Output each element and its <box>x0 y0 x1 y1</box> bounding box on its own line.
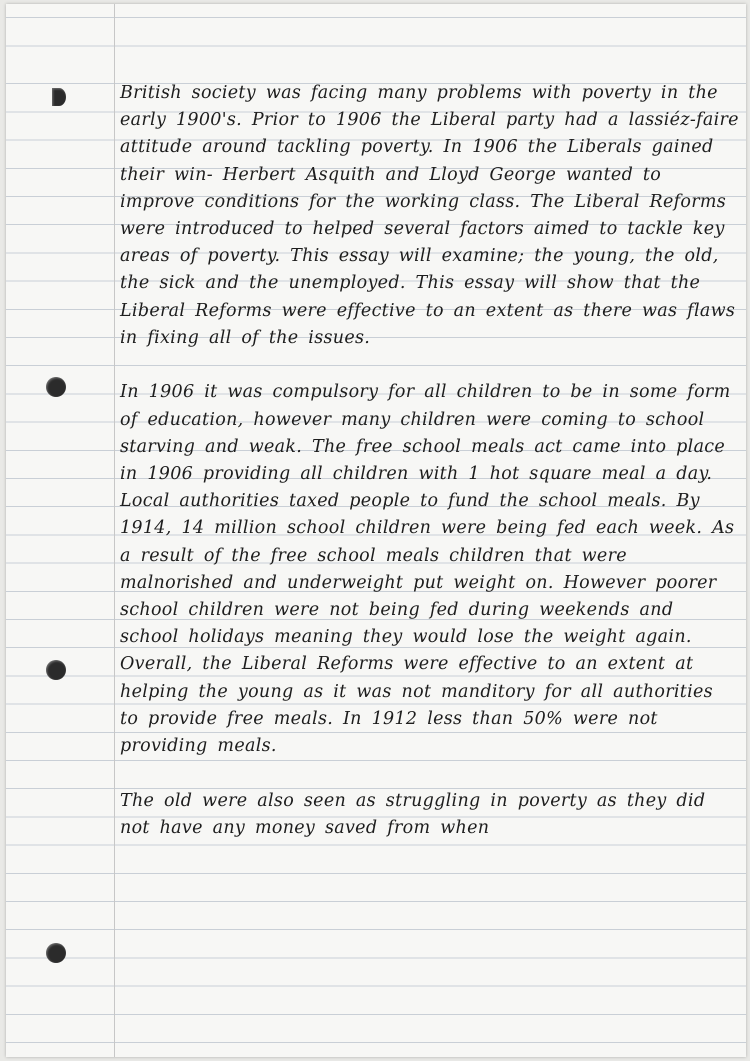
essay-paragraph-intro: British society was facing many problems with poverty in the early 1900's. Prior to 1906 the Liberal party had a lassiéz-faire attitude around tackling poverty. In 1906 the Liberals gained their win- Herbert Asquith and Lloyd George wanted to improve conditions for the working class. The Liberal Reforms were introduced to helped several factors aimed to tackle key areas of poverty. This essay will examine; the young, the old, the sick and the unemployed. This essay will show that the Liberal Reforms were effective to an extent as there was flaws in fixing all of the issues. <box>120 83 739 348</box>
essay-text <box>120 80 740 842</box>
margin-line <box>114 4 115 1057</box>
essay-paragraph-young: In 1906 it was compulsory for all children to be in some form of education, however many children were coming to school starving and weak. The free school meals act came into place in 1906 providing all children with 1 hot square meal a day. Local authorities taxed people to fund the school meals. By 1914, 14 million school children were being fed each week. As a result of the free school meals children that were malnorished and underweight put weight on. However poorer school children were not being fed during weekends and school holidays meaning they would lose the weight again. Overall, the Liberal Reforms were effective to an extent at helping the young as it was not manditory for all authorities to provide free meals. In 1912 less than 50% were not providing meals. <box>120 382 735 757</box>
punch-hole <box>46 660 66 680</box>
punch-hole <box>46 943 66 963</box>
punch-hole <box>52 88 66 106</box>
essay-paragraph-old: The old were also seen as struggling in poverty as they did not have any money saved from when <box>120 790 706 838</box>
punch-hole <box>46 377 66 397</box>
lined-paper-page <box>6 4 746 1057</box>
